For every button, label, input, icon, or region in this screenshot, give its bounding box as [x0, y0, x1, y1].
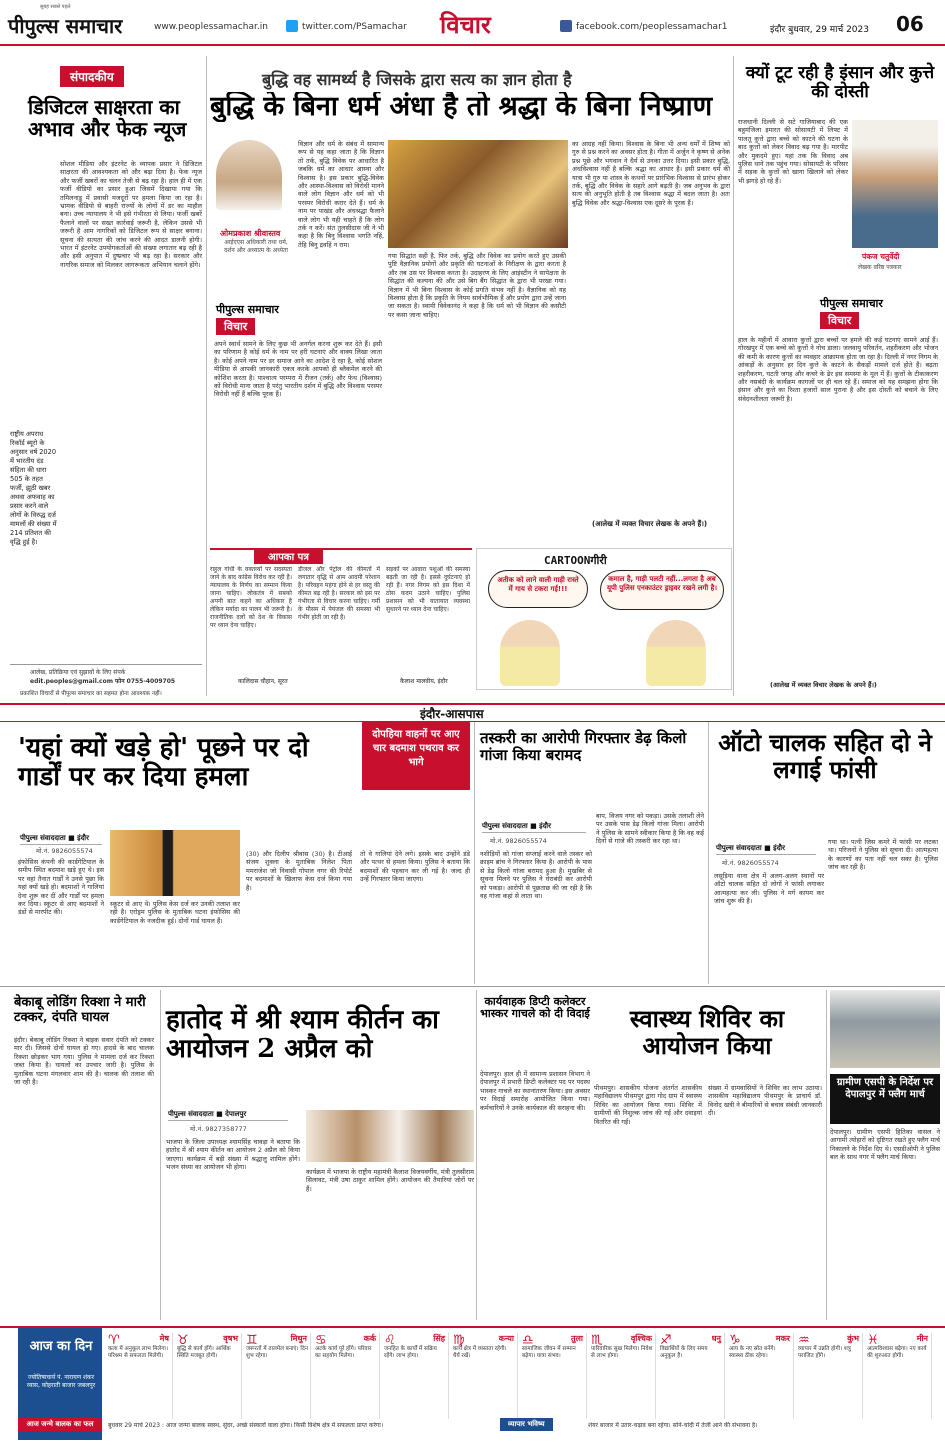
main-author: ओमप्रकाश श्रीवास्तव: [220, 229, 281, 238]
story7-col2: संख्या में ग्रामवासियों ने शिविर का लाभ उठाया। शासकीय महाविद्यालय पीथमपुर के प्राचार्य डॉ. विनोद खत्री ने बीमारियों से बचाव संबंधी जानकारी दी।: [708, 1084, 822, 1118]
story8-photo: [830, 990, 940, 1068]
main-col1: विज्ञान और धर्म के संबंध में सामान्य रूप से यह कहा जाता है कि विज्ञान तो तर्क, बुद्धि विवेक पर आधारित है जबकि धर्म का आधार आस्था और विश्वास है। इस प्रकार बुद्धि-विवेक और आस्था-विश्वास को विरोधी मानने वाले लोग विज्ञान और धर्म को भी परस्पर विरोधी करार देते हैं। धर्म के नाम पर पाखंड और अंधश्रद्धा फैलाने वाले लोग भी यही चाहते हैं कि लोग तर्क न करें। संत तुलसीदास जी ने भी कहा है कि बिनु विश्वास भगति नहिं, तेहि बिनु द्रवहिं न राम।: [298, 140, 384, 249]
rashi-7: [589, 1333, 656, 1419]
main-col3: का आग्रह नहीं किया। विश्वास के बिना भी अन्य धर्मों में शिष्य को गुरु से प्रश्न करने का अवसर होता है। गीता में अर्जुन ने कृष्ण से अनेक प्रश्न पूछे और भगवान ने धैर्य से उनका उत्तर दिया। इसी प्रकार बुद्धि, अंधविश्वास नहीं है बल्कि श्रद्धा का आधार है। इसी प्रकार धर्म की यात्रा भी गुरु या शास्त्र के कथनों पर प्रारंभिक विश्वास से प्रारंभ होकर तर्क, बुद्धि और विवेक के सहारे आगे बढ़ती है। जब अनुभव के द्वारा सत्य की अनुभूति होती है तब विश्वास श्रद्धा में बदल जाता है। अतः बुद्धि विवेक और श्रद्धा-विश्वास एक दूसरे के पूरक हैं।: [572, 140, 730, 207]
right-section-tag: विचार: [820, 312, 859, 329]
story5-body: भाजपा के जिला उपाध्यक्ष श्यामसिंह चावड़ा ने बताया कि हातोद में श्री श्याम कीर्तन का आयोजन 2 अप्रैल को किया जाएगा। कार्यक्रम में बड़ी संख्या में श्रद्धालु शामिल होंगे। भजन संध्या का आयोजन भी होगा।: [166, 1138, 300, 1172]
masthead-twitter[interactable]: twitter.com/PSamachar: [302, 22, 407, 32]
story1-body: इंफोसिस कंपनी की कार्डगेटियाल के समीप स्थित बदमाश खड़े हुए थे। इस पर वहां तैनात गार्डों ने उनसे पूछा कि यहां क्यों खड़े हो। बदमाशों ने गालियां देना शुरू कर दीं और गार्डों पर हमला कर दिया। स्कूटर से आए बदमाशों ने डंडों से मारपीट की।: [18, 858, 104, 917]
main-col1b: अपने स्वार्थ सामने के लिए कुछ भी अनर्गल करना शुरू कर देते हैं। इसी का परिणाम है कोई धर्म के नाम पर हरी घटनाएं और वाक्य लिखा जाता है। कोई अपने नाम पर डर समाज आने का आदेश दे रहा है, कोई सोशल मीडिया से आपकी जानकारी एकत्र करके आपको ही ब्लैकमेल करने की कोशिश करता है। पाश्चात्य परम्परा में रीजन (तर्क) और फेथ (विश्वास) को विरोधी माना जाता है परंतु भारतीय दर्शन में बुद्धि और विश्वास परस्पर विरोधी नहीं हैं बल्कि पूरक हैं।: [214, 340, 382, 399]
editorial-body: सोशल मीडिया और इंटरनेट के व्यापक प्रसार ने डिजिटल साक्षरता की आवश्यकता को और बढ़ा दिया है। फेक न्यूज और फर्जी खबरों का चलन तेजी से बढ़ रहा है। हाल ही में एक फर्जी वीडियो का प्रसार हुआ जिसमें दिखाया गया कि तमिलनाडु में प्रवासी मजदूरों पर हमला किया जा रहा है। भ्रामक वीडियो से बाहरी राज्यों के लोगों में डर का माहौल बना। उच्च न्यायालय ने भी इसे गंभीरता से लिया। फर्जी खबरें फैलाने वालों पर सख्त कार्रवाई जरूरी है, लेकिन उससे भी जरूरी है आम नागरिकों को डिजिटल रूप से साक्षर बनाना। सूचना की सत्यता की जांच करने की आदत डालनी होगी। भारत में इंटरनेट उपयोगकर्ताओं की संख्या लगातार बढ़ रही है और इसी अनुपात में दुष्प्रचार भी बढ़ रहा है। सरकार और नागरिक समाज को मिलकर जागरूकता अभियान चलाने होंगे।: [60, 160, 202, 269]
twitter-icon: [286, 20, 298, 32]
zodiac-icon: ♍: [453, 1333, 465, 1348]
right-headline: क्यों टूट रही है इंसान और कुत्ते की दोस्ती: [745, 63, 935, 103]
story7-body: पीथमपुर। शासकीय योजना अंतर्गत शासकीय महाविद्यालय पीथमपुर द्वारा गोद ग्राम में स्वास्थ्य शिविर का आयोजन किया गया। शिविर में ग्रामीणों की निशुल्क जांच की गई और दवाइयां वितरित की गईं।: [594, 1084, 702, 1126]
zodiac-icon: ♐: [660, 1333, 672, 1348]
aaj-ka-din-line: ज्योतिषाचार्य पं. नारायण शंकर व्यास, कोहराती बाजार जबलपुर: [26, 1374, 96, 1389]
letter-1: राहुल गांधी के वक्तव्यों पर सदस्यता जाने के बाद कांग्रेस विरोध कर रही है। न्यायालय के निर्णय का सम्मान किया जाना चाहिए। लोकतंत्र में सबको अपनी बात कहने का अधिकार है लेकिन मर्यादा का पालन भी जरूरी है। राजनीतिक दलों को देश के विकास पर ध्यान देना चाहिए।: [210, 566, 292, 629]
right-author-photo: [852, 120, 938, 248]
editorial-title: डिजिटल साक्षरता का अभाव और फेक न्यूज: [28, 95, 187, 142]
main-author-role: आईएएस अधिकारी तथा धर्म, दर्शन और अध्यात्म के अध्येता: [224, 239, 288, 254]
business-text: शेयर बाजार में उतार-चढ़ाव बना रहेगा। सोने-चांदी में तेजी आने की संभावना है।: [588, 1422, 758, 1429]
story2-headline: तस्करी का आरोपी गिरफ्तार डेढ़ किलो गांजा किया बरामद: [480, 729, 687, 764]
rashi-text: कला में अनुकूल लाभ मिलेगा। परिश्रम से सफलता मिलेगी।: [108, 1346, 168, 1359]
story6-headline: कार्यवाहक डिप्टी कलेक्टर भास्कर गाचले को दी विदाई: [480, 995, 590, 1021]
rashi-text: आत्मविश्वास बढ़ेगा। नए कार्य की शुरुआत होगी।: [867, 1346, 927, 1359]
rashi-1: [175, 1333, 242, 1419]
editorial-footer-email[interactable]: edit.peoples@gmail.com फोन 0755-4009705: [30, 678, 176, 685]
story1-photo: [110, 830, 240, 896]
main-illustration: [388, 140, 568, 248]
story3-col2: गया था। पत्नी जिस कमरे में फांसी पर लटका था। परिजनों ने पुलिस को सूचना दी। आत्महत्या के कारणों का पता नहीं चल सका है। पुलिस जांच कर रही है।: [828, 838, 938, 872]
story8-body: देपालपुर। ग्रामीण एसपी हितिका वासल ने आगामी त्योहारों को दृष्टिगत रखते हुए फ्लैग मार्च निकालने के निर्देश दिए थे। एसडीओपी ने पुलिस बल के साथ नगर में फ्लैग मार्च किया।: [830, 1128, 940, 1162]
rashi-2: [244, 1333, 311, 1419]
rashi-text: जनहित के कार्यों में सक्रिय रहेंगे। लाभ होगा।: [384, 1346, 437, 1359]
story3-byline: पीपुल्स संवाददाता ■ इंदौर: [716, 844, 816, 855]
rashi-4: [382, 1333, 449, 1419]
story5-col2: कार्यक्रम में भाजपा के राष्ट्रीय महामंत्री कैलाश विजयवर्गीय, मंत्री तुलसीराम सिलावट, मंत्री उषा ठाकुर शामिल होंगे। आयोजन की तैयारियां जोरों पर हैं।: [306, 1168, 474, 1193]
masthead: [0, 0, 945, 46]
right-logo: पीपुल्स समाचार: [820, 297, 883, 310]
rashi-name: मेष: [159, 1334, 169, 1343]
letter-1-sign: कालिदास चौहान, सूरत: [238, 678, 288, 685]
story5-headline: हातोद में श्री श्याम कीर्तन का आयोजन 2 अप्रैल को: [166, 1005, 439, 1065]
story5-mobile: मो.नं. 9827358777: [190, 1125, 247, 1133]
rashi-name: तुला: [570, 1334, 583, 1343]
story6-body: देपालपुर। हाल ही में सामान्य प्रशासन विभाग ने देपालपुर में प्रभारी डिप्टी कलेक्टर पद पर पदस्थ भास्कर गाचले का स्थानांतरण किया। इस अवसर पर विदाई समारोह आयोजित किया गया। कर्मचारियों ने उनके कार्यकाल की सराहना की।: [480, 1070, 590, 1112]
masthead-facebook[interactable]: facebook.com/peoplessamachar1: [576, 22, 728, 32]
masthead-logo-tagline: सुबह सबसे पहले: [40, 4, 71, 10]
right-author: पंकज चतुर्वेदी: [862, 252, 900, 261]
main-section-tag: विचार: [216, 318, 255, 335]
main-note: (आलेख में व्यक्त विचार लेखक के अपने हैं।): [592, 520, 708, 528]
rashi-text: कार्य क्षेत्र में व्यस्तता रहेगी। धैर्य रखें।: [453, 1346, 507, 1359]
rashi-10: [796, 1333, 863, 1419]
zodiac-icon: ♋: [315, 1333, 327, 1348]
editorial-tag: संपादकीय: [60, 66, 124, 87]
story3-mobile: मो.नं. 9826055574: [722, 859, 779, 867]
zodiac-icon: ♑: [729, 1333, 741, 1348]
main-logo: पीपुल्स समाचार: [216, 303, 279, 316]
zodiac-icon: ♊: [246, 1333, 258, 1348]
rashi-name: कन्या: [498, 1334, 514, 1343]
masthead-site[interactable]: www.peoplessamachar.in: [154, 22, 268, 32]
main-kicker: बुद्धि वह सामर्थ्य है जिसके द्वारा सत्य का ज्ञान होता है: [262, 70, 572, 89]
cartoon-figure-left: [500, 620, 560, 686]
story1-col3: (30) और दिलीप श्रीवास (30) है। टीआई संजय शुक्ला के मुताबिक निलेश पिता ममराजेश जो निवासी गोपाल नगर की रिपोर्ट पर बदमाशों के खिलाफ केस दर्ज किया गया है।: [246, 850, 352, 892]
rashi-11: [865, 1333, 932, 1419]
rashi-text: व्यापार में उन्नति होगी। शत्रु पराजित होंगे।: [798, 1346, 851, 1359]
rashi-8: [658, 1333, 725, 1419]
rashi-name: वृषभ: [223, 1334, 238, 1343]
birthday-text: बुधवार 29 मार्च 2023 : आज जन्मा बालक स्वस्थ, सुंदर, अच्छे संस्कारों वाला होगा। किसी विशेष क्षेत्र में सफलता प्राप्त करेगा।: [108, 1422, 384, 1429]
story3-headline: ऑटो चालक सहित दो ने लगाई फांसी: [718, 728, 932, 784]
birthday-tag: आज जन्मे बालक का फल: [18, 1418, 102, 1431]
local-band: इंदौर-आसपास: [420, 707, 484, 721]
editorial-footer-l1: आलेख, प्रतिक्रिया एवं सुझावों के लिए संपर्क: [30, 669, 126, 676]
zodiac-icon: ♒: [798, 1333, 810, 1348]
story2-mobile: मो.नं. 9826055574: [490, 837, 547, 845]
story1-col4: तो वे गालियां देने लगे। इसके बाद उन्होंने डंडे और पत्थर से हमला किया। पुलिस ने बताया कि बदमाशों की पहचान कर ली गई है। जल्द ही उन्हें गिरफ्तार किया जाएगा।: [360, 850, 470, 884]
cartoon-figure-right: [646, 620, 706, 686]
story2-body: नशीड़ियों को गांजा सप्लाई करने वाले तस्कर को क्राइम ब्रांच ने गिरफ्तार किया है। आरोपी के पास से डेढ़ किलो गांजा बरामद हुआ है। मुखबिर से सूचना मिलने पर पुलिस ने घेराबंदी कर आरोपी को पकड़ा। आरोपी से पूछताछ की जा रही है कि वह गांजा कहां से लाता था।: [480, 850, 592, 901]
story4-body: इंदौर। बेकाबू लोडिंग रिक्शा ने बाइक सवार दंपति को टक्कर मार दी। जिससे दोनों घायल हो गए। हादसे के बाद चालक रिक्शा छोड़कर भाग गया। पुलिस ने मामला दर्ज कर रिक्शा जब्त किया है। घायलों का उपचार जारी है। पुलिस के मुताबिक घटना मंगलवार शाम की है। चालक की तलाश की जा रही है।: [14, 1036, 154, 1087]
story2-byline: पीपुल्स संवाददाता ■ इंदौर: [482, 822, 586, 833]
editorial-sidenote: राष्ट्रीय अपराध रिकॉर्ड ब्यूरो के अनुसार वर्ष 2020 में भारतीय दंड संहिता की धारा 505 के तहत फर्जी, झूठी खबर अथवा अफवाह का प्रसार करने वाले लोगों के विरुद्ध दर्ज मामलों की संख्या में 214 प्रतिशत की वृद्धि हुई है।: [10, 430, 57, 546]
rashi-0: [106, 1333, 173, 1419]
story8-headline: ग्रामीण एसपी के निर्देश पर देपालपुर में फ्लैग मार्च: [830, 1074, 940, 1124]
rashi-name: सिंह: [433, 1334, 445, 1343]
zodiac-icon: ♓: [867, 1333, 879, 1348]
story1-mobile: मो.नं. 9826055574: [36, 847, 93, 855]
story1-headline: 'यहां क्यों खड़े हो' पूछने पर दो गार्डों पर कर दिया हमला: [18, 733, 309, 793]
rashi-name: धनु: [711, 1334, 721, 1343]
rashi-text: अटके कार्य पूरे होंगे। परिवार का सहयोग मिलेगा।: [315, 1346, 372, 1359]
rashi-name: कर्क: [363, 1334, 376, 1343]
right-note: (आलेख में व्यक्त विचार लेखक के अपने हैं।): [770, 681, 877, 689]
rashi-name: कुंभ: [847, 1334, 859, 1343]
zodiac-icon: ♈: [108, 1333, 120, 1348]
story4-headline: बेकाबू लोडिंग रिक्शा ने मारी टक्कर, दंपति घायल: [14, 995, 146, 1025]
right-body1: राजधानी दिल्ली से सटे गाजियाबाद की एक बहुमंजिला इमारत की सोसायटी में लिफ्ट में पालतू कुत्ते द्वारा बच्चे को काटने की घटना के बाद कुत्तों को लेकर विवाद बढ़ गया है। मारपीट और मुकदमे हुए। यहां तक कि विवाद अब पुलिस थाने तक पहुंच गया। सोसायटी के परिसर में सड़क के कुत्तों को खाना खिलाने को लेकर भी झगड़े हो रहे हैं।: [738, 118, 848, 185]
zodiac-icon: ♌: [384, 1333, 396, 1348]
business-tag: व्यापार भविष्य: [500, 1418, 553, 1431]
story5-byline: पीपुल्स संवाददाता ■ देपालपुर: [168, 1110, 288, 1121]
right-body2: हाल के महीनों में आवारा कुत्तों द्वारा बच्चों पर हमले की कई घटनाएं सामने आई हैं। गोरखपुर में एक बच्चे को कुत्तों ने नोच डाला। जलवायु परिवर्तन, शहरीकरण और भोजन की कमी के कारण कुत्तों का व्यवहार आक्रामक होता जा रहा है। दिल्ली में नगर निगम के आंकड़ों के अनुसार हर दिन कुत्ते के काटने के सैकड़ों मामले दर्ज होते हैं। बढ़ता शहरीकरण, घटती जगह और कचरे के ढेर इस समस्या के मूल में हैं। कुत्तों के टीकाकरण और नसबंदी के कार्यक्रम कागजों पर ही चल रहे हैं। समाज को यह समझना होगा कि इंसान और कुत्ते का रिश्ता हजारों साल पुराना है और इस दोस्ती को बचाने के लिए संवेदनशीलता जरूरी है।: [738, 336, 938, 403]
story1-byline: पीपुल्स संवाददाता ■ इंदौर: [20, 834, 102, 845]
rashi-text: जरूरतों में तालमेल बनाएं। दिन शुभ रहेगा।: [246, 1346, 308, 1359]
page-number: 06: [896, 12, 924, 36]
rashi-name: मीन: [916, 1334, 928, 1343]
rashi-text: आय के नए स्रोत बनेंगे। स्वास्थ्य ठीक रहेगा।: [729, 1346, 776, 1359]
rashi-text: पारिवारिक सुख मिलेगा। निवेश से लाभ होगा।: [591, 1346, 653, 1359]
letter-3-sign: कैलाश मालवीय, इंदौर: [400, 678, 448, 685]
masthead-section: विचार: [440, 11, 491, 39]
rashi-9: [727, 1333, 794, 1419]
aaj-ka-din: आज का दिन: [29, 1339, 93, 1354]
rashi-6: [520, 1333, 587, 1419]
zodiac-icon: ♎: [522, 1333, 534, 1348]
zodiac-icon: ♉: [177, 1333, 189, 1348]
facebook-icon: [560, 20, 572, 32]
story1-box: दोपहिया वाहनों पर आए चार बदमाश पथराव कर भागे: [362, 722, 470, 790]
author-photo: [216, 140, 282, 210]
main-headline: बुद्धि के बिना धर्म अंधा है तो श्रद्धा के बिना निष्प्राण: [210, 92, 713, 122]
masthead-logo[interactable]: पीपुल्स समाचार: [8, 14, 123, 38]
cartoon-bubble-right: कमाल है, गाड़ी पलटी नहीं...लगता है अब यूपी पुलिस एनकाउंटर ड्राइवर रखने लगी है।: [600, 570, 724, 610]
rashi-text: सामाजिक जीवन में सम्मान बढ़ेगा। यात्रा संभव।: [522, 1346, 576, 1359]
main-col2: गया सिद्धांत सही है, फिर तर्क, बुद्धि और विवेक का प्रयोग करते हुए उसकी पुष्टि वैज्ञानिक प्रयोगों और प्रकृति की घटनाओं के निरीक्षण के द्वारा करता है और तब उस पर विश्वास करता है। उदाहरण के लिए आइंस्टीन ने सापेक्षता के सिद्धांत की कल्पना की और उसे बिग बैंग सिद्धांत के द्वारा भी परखा गया। विज्ञान में भी बिना विश्वास के कोई प्रगति संभव नहीं है। वैज्ञानिक को यह विश्वास होता है कि प्रकृति के नियम सार्वभौमिक हैं और प्रयोग द्वारा उन्हें जाना जा सकता है। स्वामी विवेकानंद ने कहा है कि धर्म को भी विज्ञान की कसौटी पर कसा जाना चाहिए।: [388, 252, 566, 319]
right-author-role: लेखक वरिष्ठ पत्रकार: [858, 264, 902, 271]
story1-col2: स्कूटर से आए थे। पुलिस केस दर्ज कर उनकी तलाश कर रही है। एरोड्रम पुलिस के मुताबिक घटना इंफोसिस की कार्डगेटियाल के नजदीक हुई। दोनों गार्ड घायल हैं।: [110, 900, 240, 925]
rashi-name: मिथुन: [290, 1334, 307, 1343]
story3-body: लसूड़िया थाना क्षेत्र में अलग-अलग स्थानों पर ऑटो चालक सहित दो लोगों ने फांसी लगाकर आत्महत्या कर ली। पुलिस ने मर्ग कायम कर जांच शुरू की है।: [714, 872, 824, 906]
letters-title: आपका पत्र: [254, 548, 323, 564]
letter-3: सड़कों पर आवारा पशुओं की समस्या बढ़ती जा रही है। इससे दुर्घटनाएं हो रही हैं। नगर निगम को इस दिशा में ठोस कदम उठाने चाहिए। पुलिस प्रशासन को भी यातायात व्यवस्था सुधारने पर ध्यान देना चाहिए।: [386, 566, 470, 613]
rashi-5: [451, 1333, 518, 1419]
rashi-text: विद्यार्थियों के लिए समय अनुकूल है।: [660, 1346, 708, 1359]
story7-headline: स्वास्थ्य शिविर का आयोजन किया: [629, 1004, 785, 1060]
rashi-3: [313, 1333, 380, 1419]
rashi-name: मकर: [775, 1334, 790, 1343]
cartoon-title: CARTOONगीरी: [544, 554, 607, 567]
letter-2: डीजल और पेट्रोल की कीमतों में लगातार वृद्धि से आम आदमी परेशान है। परिवहन महंगा होने से हर वस्तु की कीमत बढ़ रही है। सरकार को इस पर गंभीरता से विचार करना चाहिए। गर्मी के मौसम में पेयजल की समस्या भी गंभीर होती जा रही है।: [298, 566, 380, 621]
story5-photo: [306, 1110, 474, 1162]
masthead-dateline: इंदौर बुधवार, 29 मार्च 2023: [770, 25, 869, 35]
rashi-name: वृश्चिक: [630, 1334, 652, 1343]
story2-col2: बाप, विजय नगर को पकड़ा। उसके तलाशी लेने पर उसके पास डेढ़ किलो गांजा मिला। आरोपी ने पुलिस के सामने स्वीकार किया है कि वह कई दिनों से गांजे की तस्करी कर रहा था।: [596, 812, 704, 846]
editorial-footer-disclaimer: प्रकाशित विचारों से पीपुल्स समाचार का सहमत होना आवश्यक नहीं।: [20, 691, 162, 697]
zodiac-icon: ♏: [591, 1333, 603, 1348]
rashi-text: बुद्धि से कार्य होंगे। आर्थिक स्थिति मजबूत होगी।: [177, 1346, 231, 1359]
cartoon-bubble-left: अतीक को लाने वाली गाड़ी रास्ते में गाय से टकरा गई!!!: [488, 570, 588, 608]
